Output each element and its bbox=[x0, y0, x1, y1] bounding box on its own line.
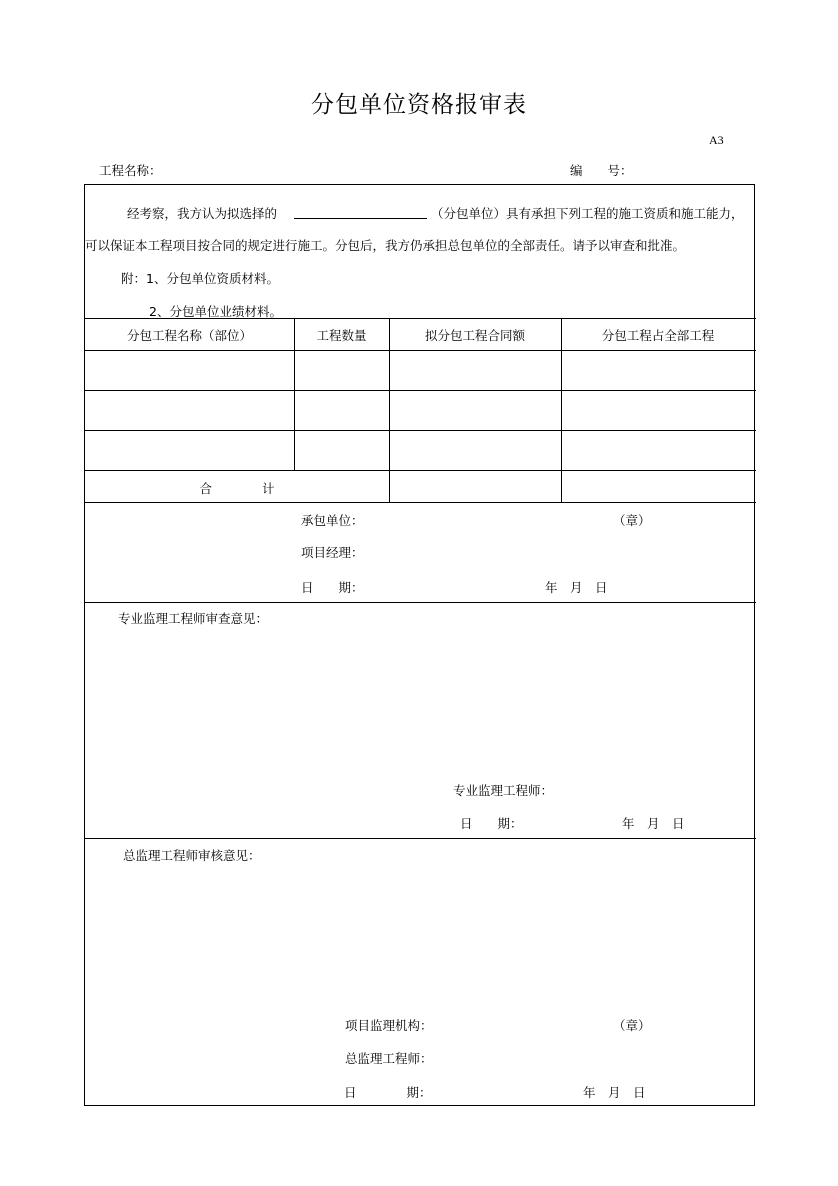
chief-date-value: 年 月 日 bbox=[583, 1085, 646, 1100]
table-row-rule bbox=[85, 470, 756, 471]
intro-line2: 可以保证本工程项目按合同的规定进行施工。分包后，我方仍承担总包单位的全部责任。请予以审查和批准。 bbox=[85, 238, 686, 253]
table-row bbox=[86, 351, 293, 389]
column-header: 分包工程占全部工程 bbox=[601, 328, 715, 343]
specialist-review-heading: 专业监理工程师审查意见： bbox=[118, 611, 269, 626]
specialist-engineer-label: 专业监理工程师： bbox=[453, 783, 554, 798]
form-frame bbox=[84, 184, 755, 1106]
table-cell-box bbox=[390, 431, 560, 469]
attachment-1: 附：1、分包单位资质材料。 bbox=[121, 271, 279, 286]
section-rule bbox=[85, 602, 756, 603]
contractor-date-value: 年 月 日 bbox=[545, 580, 608, 595]
contractor-seal: （章） bbox=[613, 513, 651, 528]
supervision-seal: （章） bbox=[613, 1018, 651, 1033]
contractor-date-label: 日 期： bbox=[301, 580, 364, 595]
chief-review-heading: 总监理工程师审核意见： bbox=[123, 848, 261, 863]
table-cell-box bbox=[562, 391, 754, 429]
supervision-org-label: 项目监理机构： bbox=[345, 1018, 433, 1033]
contractor-unit-label: 承包单位： bbox=[301, 513, 364, 528]
intro-line1-prefix: 经考察，我方认为拟选择的 bbox=[127, 206, 278, 221]
form-code: A3 bbox=[709, 133, 724, 147]
table-cell-box bbox=[562, 431, 754, 469]
table-cell-box bbox=[390, 351, 560, 389]
table-cell-box bbox=[295, 351, 388, 389]
chief-date-label: 日 期： bbox=[344, 1085, 432, 1100]
table-cell-box bbox=[295, 431, 388, 469]
column-header: 工程数量 bbox=[316, 328, 367, 343]
page-title: 分包单位资格报审表 bbox=[311, 92, 527, 118]
attachment-2: 2、分包单位业绩材料。 bbox=[149, 304, 282, 319]
table-row bbox=[86, 431, 293, 469]
chief-engineer-label: 总监理工程师： bbox=[345, 1051, 433, 1066]
table-row bbox=[86, 391, 293, 429]
total-label: 合 计 bbox=[199, 481, 275, 496]
subcontractor-blank[interactable] bbox=[294, 218, 427, 219]
table-top-rule bbox=[85, 318, 756, 319]
table-bottom-rule bbox=[85, 502, 756, 503]
intro-line1-suffix: （分包单位）具有承担下列工程的施工资质和施工能力， bbox=[431, 206, 744, 221]
number-label: 编 号： bbox=[570, 163, 633, 178]
specialist-date-value: 年 月 日 bbox=[622, 816, 685, 831]
project-manager-label: 项目经理： bbox=[301, 545, 364, 560]
table-cell-box bbox=[295, 391, 388, 429]
table-cell-box bbox=[562, 351, 754, 389]
section-rule bbox=[85, 838, 756, 839]
column-header: 拟分包工程合同额 bbox=[424, 328, 525, 343]
project-name-label: 工程名称： bbox=[99, 163, 162, 178]
specialist-date-label: 日 期： bbox=[460, 816, 523, 831]
column-header: 分包工程名称（部位） bbox=[126, 328, 252, 343]
table-cell-box bbox=[390, 391, 560, 429]
